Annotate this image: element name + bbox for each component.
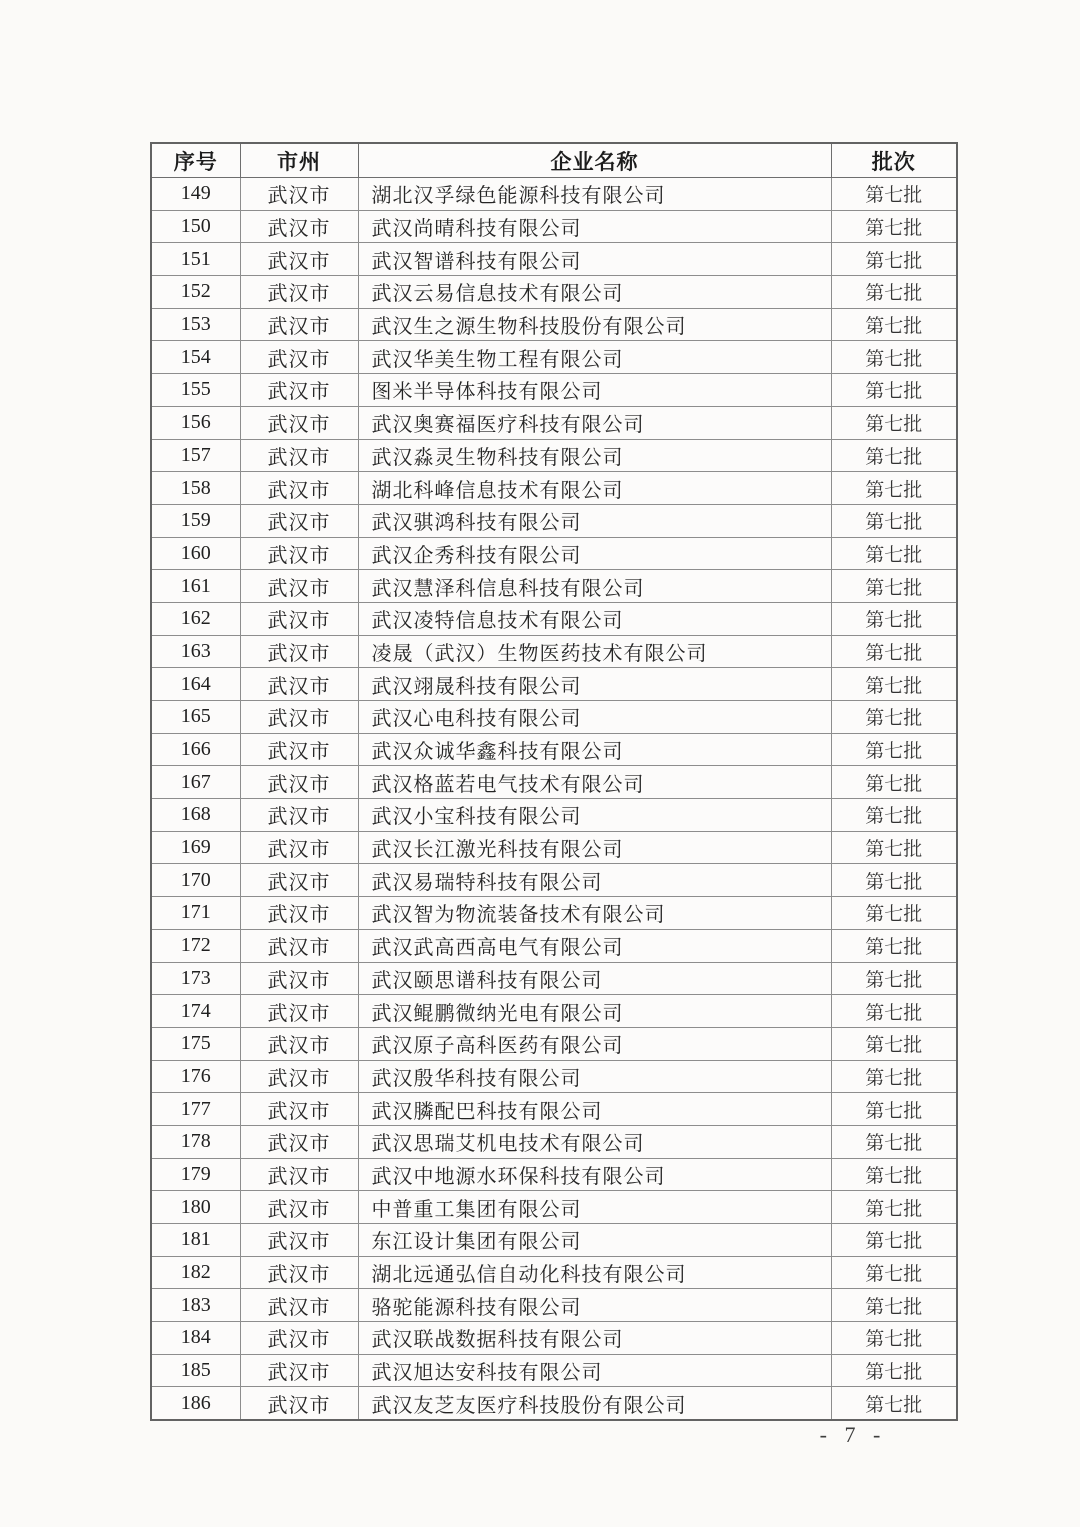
cell-company: 武汉淼灵生物科技有限公司 xyxy=(358,439,831,472)
cell-batch: 第七批 xyxy=(831,374,957,407)
cell-no: 173 xyxy=(151,962,240,995)
cell-company: 凌晟（武汉）生物医药技术有限公司 xyxy=(358,635,831,668)
cell-no: 156 xyxy=(151,406,240,439)
cell-city: 武汉市 xyxy=(240,406,358,439)
cell-batch: 第七批 xyxy=(831,1158,957,1191)
cell-batch: 第七批 xyxy=(831,1289,957,1322)
cell-city: 武汉市 xyxy=(240,1060,358,1093)
table-row xyxy=(151,1027,957,1060)
cell-no: 152 xyxy=(151,276,240,309)
cell-no: 178 xyxy=(151,1125,240,1158)
cell-company: 湖北科峰信息技术有限公司 xyxy=(358,472,831,505)
cell-batch: 第七批 xyxy=(831,472,957,505)
cell-no: 161 xyxy=(151,570,240,603)
cell-batch: 第七批 xyxy=(831,864,957,897)
table-row xyxy=(151,995,957,1028)
cell-company: 武汉颐思谱科技有限公司 xyxy=(358,962,831,995)
cell-no: 172 xyxy=(151,929,240,962)
cell-company: 武汉联战数据科技有限公司 xyxy=(358,1322,831,1355)
cell-no: 167 xyxy=(151,766,240,799)
cell-batch: 第七批 xyxy=(831,504,957,537)
table-row xyxy=(151,472,957,505)
table-row xyxy=(151,1158,957,1191)
cell-batch: 第七批 xyxy=(831,1224,957,1257)
table-row xyxy=(151,897,957,930)
cell-company: 武汉武高西高电气有限公司 xyxy=(358,929,831,962)
cell-city: 武汉市 xyxy=(240,897,358,930)
cell-company: 武汉小宝科技有限公司 xyxy=(358,799,831,832)
cell-no: 174 xyxy=(151,995,240,1028)
header-cell-city: 市州 xyxy=(240,143,358,178)
cell-company: 武汉思瑞艾机电技术有限公司 xyxy=(358,1125,831,1158)
table-body xyxy=(151,178,957,1421)
cell-company: 武汉慧泽科信息科技有限公司 xyxy=(358,570,831,603)
cell-batch: 第七批 xyxy=(831,178,957,211)
cell-city: 武汉市 xyxy=(240,439,358,472)
cell-no: 160 xyxy=(151,537,240,570)
cell-batch: 第七批 xyxy=(831,308,957,341)
cell-company: 武汉中地源水环保科技有限公司 xyxy=(358,1158,831,1191)
table-row xyxy=(151,962,957,995)
cell-batch: 第七批 xyxy=(831,276,957,309)
cell-batch: 第七批 xyxy=(831,701,957,734)
cell-city: 武汉市 xyxy=(240,210,358,243)
cell-company: 武汉鲲鹏微纳光电有限公司 xyxy=(358,995,831,1028)
cell-batch: 第七批 xyxy=(831,1191,957,1224)
table-row xyxy=(151,1191,957,1224)
table-row xyxy=(151,341,957,374)
cell-batch: 第七批 xyxy=(831,668,957,701)
cell-no: 166 xyxy=(151,733,240,766)
cell-city: 武汉市 xyxy=(240,276,358,309)
cell-city: 武汉市 xyxy=(240,929,358,962)
cell-company: 武汉易瑞特科技有限公司 xyxy=(358,864,831,897)
cell-city: 武汉市 xyxy=(240,799,358,832)
cell-batch: 第七批 xyxy=(831,897,957,930)
cell-batch: 第七批 xyxy=(831,439,957,472)
cell-no: 170 xyxy=(151,864,240,897)
cell-company: 武汉生之源生物科技股份有限公司 xyxy=(358,308,831,341)
table-row xyxy=(151,1354,957,1387)
cell-no: 171 xyxy=(151,897,240,930)
page-number: - 7 - xyxy=(819,1422,887,1447)
cell-city: 武汉市 xyxy=(240,1093,358,1126)
cell-no: 162 xyxy=(151,602,240,635)
table-row xyxy=(151,504,957,537)
cell-no: 183 xyxy=(151,1289,240,1322)
cell-city: 武汉市 xyxy=(240,1387,358,1420)
cell-no: 169 xyxy=(151,831,240,864)
header-cell-batch: 批次 xyxy=(831,143,957,178)
cell-company: 武汉长江激光科技有限公司 xyxy=(358,831,831,864)
cell-company: 武汉智为物流装备技术有限公司 xyxy=(358,897,831,930)
cell-city: 武汉市 xyxy=(240,668,358,701)
cell-company: 武汉尚晴科技有限公司 xyxy=(358,210,831,243)
cell-batch: 第七批 xyxy=(831,635,957,668)
cell-no: 149 xyxy=(151,178,240,211)
cell-city: 武汉市 xyxy=(240,831,358,864)
cell-no: 158 xyxy=(151,472,240,505)
cell-no: 182 xyxy=(151,1256,240,1289)
table-row xyxy=(151,1125,957,1158)
cell-batch: 第七批 xyxy=(831,995,957,1028)
cell-city: 武汉市 xyxy=(240,1224,358,1257)
cell-city: 武汉市 xyxy=(240,341,358,374)
cell-city: 武汉市 xyxy=(240,1125,358,1158)
cell-city: 武汉市 xyxy=(240,243,358,276)
table-row xyxy=(151,831,957,864)
table-row xyxy=(151,635,957,668)
header-cell-company: 企业名称 xyxy=(358,143,831,178)
cell-city: 武汉市 xyxy=(240,733,358,766)
cell-batch: 第七批 xyxy=(831,1354,957,1387)
table-header-row xyxy=(151,143,957,178)
table-row xyxy=(151,701,957,734)
table-row xyxy=(151,1060,957,1093)
cell-batch: 第七批 xyxy=(831,1256,957,1289)
table-row xyxy=(151,276,957,309)
enterprise-table xyxy=(150,142,958,1421)
cell-company: 武汉格蓝若电气技术有限公司 xyxy=(358,766,831,799)
cell-batch: 第七批 xyxy=(831,210,957,243)
cell-no: 175 xyxy=(151,1027,240,1060)
cell-company: 武汉旭达安科技有限公司 xyxy=(358,1354,831,1387)
cell-city: 武汉市 xyxy=(240,472,358,505)
cell-batch: 第七批 xyxy=(831,831,957,864)
cell-no: 153 xyxy=(151,308,240,341)
cell-city: 武汉市 xyxy=(240,766,358,799)
cell-company: 武汉云易信息技术有限公司 xyxy=(358,276,831,309)
cell-city: 武汉市 xyxy=(240,1289,358,1322)
table-row xyxy=(151,602,957,635)
cell-city: 武汉市 xyxy=(240,537,358,570)
cell-batch: 第七批 xyxy=(831,1093,957,1126)
cell-city: 武汉市 xyxy=(240,504,358,537)
cell-company: 武汉殷华科技有限公司 xyxy=(358,1060,831,1093)
table-row xyxy=(151,210,957,243)
cell-batch: 第七批 xyxy=(831,929,957,962)
cell-company: 东江设计集团有限公司 xyxy=(358,1224,831,1257)
cell-no: 180 xyxy=(151,1191,240,1224)
table-row xyxy=(151,570,957,603)
cell-no: 165 xyxy=(151,701,240,734)
table-row xyxy=(151,1322,957,1355)
table-row xyxy=(151,1289,957,1322)
cell-city: 武汉市 xyxy=(240,995,358,1028)
cell-no: 155 xyxy=(151,374,240,407)
table-row xyxy=(151,406,957,439)
cell-no: 184 xyxy=(151,1322,240,1355)
cell-batch: 第七批 xyxy=(831,602,957,635)
cell-city: 武汉市 xyxy=(240,1158,358,1191)
table-row xyxy=(151,439,957,472)
cell-batch: 第七批 xyxy=(831,1387,957,1420)
cell-batch: 第七批 xyxy=(831,1027,957,1060)
table-row xyxy=(151,766,957,799)
cell-batch: 第七批 xyxy=(831,570,957,603)
cell-city: 武汉市 xyxy=(240,308,358,341)
cell-city: 武汉市 xyxy=(240,962,358,995)
cell-no: 181 xyxy=(151,1224,240,1257)
cell-company: 武汉奥赛福医疗科技有限公司 xyxy=(358,406,831,439)
cell-no: 151 xyxy=(151,243,240,276)
cell-company: 图米半导体科技有限公司 xyxy=(358,374,831,407)
cell-company: 武汉骐鸿科技有限公司 xyxy=(358,504,831,537)
table-row xyxy=(151,1256,957,1289)
table-row xyxy=(151,668,957,701)
cell-no: 159 xyxy=(151,504,240,537)
cell-batch: 第七批 xyxy=(831,766,957,799)
cell-city: 武汉市 xyxy=(240,570,358,603)
cell-city: 武汉市 xyxy=(240,635,358,668)
table-row xyxy=(151,799,957,832)
cell-no: 164 xyxy=(151,668,240,701)
cell-city: 武汉市 xyxy=(240,864,358,897)
cell-company: 骆驼能源科技有限公司 xyxy=(358,1289,831,1322)
cell-no: 185 xyxy=(151,1354,240,1387)
cell-no: 186 xyxy=(151,1387,240,1420)
table-row xyxy=(151,537,957,570)
cell-batch: 第七批 xyxy=(831,406,957,439)
cell-no: 150 xyxy=(151,210,240,243)
cell-city: 武汉市 xyxy=(240,374,358,407)
table-row xyxy=(151,308,957,341)
cell-company: 武汉企秀科技有限公司 xyxy=(358,537,831,570)
table-row xyxy=(151,243,957,276)
cell-batch: 第七批 xyxy=(831,1322,957,1355)
cell-no: 168 xyxy=(151,799,240,832)
cell-no: 157 xyxy=(151,439,240,472)
cell-no: 154 xyxy=(151,341,240,374)
cell-company: 武汉友芝友医疗科技股份有限公司 xyxy=(358,1387,831,1420)
cell-batch: 第七批 xyxy=(831,341,957,374)
cell-company: 武汉智谱科技有限公司 xyxy=(358,243,831,276)
table-row xyxy=(151,733,957,766)
cell-company: 湖北汉孚绿色能源科技有限公司 xyxy=(358,178,831,211)
cell-company: 武汉翊晟科技有限公司 xyxy=(358,668,831,701)
cell-city: 武汉市 xyxy=(240,1354,358,1387)
cell-company: 武汉膦配巴科技有限公司 xyxy=(358,1093,831,1126)
table-row xyxy=(151,1224,957,1257)
cell-no: 179 xyxy=(151,1158,240,1191)
cell-city: 武汉市 xyxy=(240,1256,358,1289)
header-cell-no: 序号 xyxy=(151,143,240,178)
cell-no: 177 xyxy=(151,1093,240,1126)
cell-company: 中普重工集团有限公司 xyxy=(358,1191,831,1224)
cell-city: 武汉市 xyxy=(240,602,358,635)
cell-company: 武汉众诚华鑫科技有限公司 xyxy=(358,733,831,766)
cell-company: 湖北远通弘信自动化科技有限公司 xyxy=(358,1256,831,1289)
cell-company: 武汉凌特信息技术有限公司 xyxy=(358,602,831,635)
table-row xyxy=(151,929,957,962)
cell-city: 武汉市 xyxy=(240,178,358,211)
cell-city: 武汉市 xyxy=(240,1191,358,1224)
table-row xyxy=(151,1387,957,1420)
cell-company: 武汉原子高科医药有限公司 xyxy=(358,1027,831,1060)
table-row xyxy=(151,864,957,897)
cell-batch: 第七批 xyxy=(831,243,957,276)
cell-city: 武汉市 xyxy=(240,701,358,734)
table-row xyxy=(151,1093,957,1126)
cell-company: 武汉心电科技有限公司 xyxy=(358,701,831,734)
cell-city: 武汉市 xyxy=(240,1322,358,1355)
cell-batch: 第七批 xyxy=(831,799,957,832)
cell-no: 163 xyxy=(151,635,240,668)
cell-batch: 第七批 xyxy=(831,1060,957,1093)
cell-batch: 第七批 xyxy=(831,962,957,995)
cell-batch: 第七批 xyxy=(831,537,957,570)
cell-no: 176 xyxy=(151,1060,240,1093)
cell-city: 武汉市 xyxy=(240,1027,358,1060)
cell-company: 武汉华美生物工程有限公司 xyxy=(358,341,831,374)
table-row xyxy=(151,374,957,407)
table-row xyxy=(151,178,957,211)
cell-batch: 第七批 xyxy=(831,733,957,766)
cell-batch: 第七批 xyxy=(831,1125,957,1158)
